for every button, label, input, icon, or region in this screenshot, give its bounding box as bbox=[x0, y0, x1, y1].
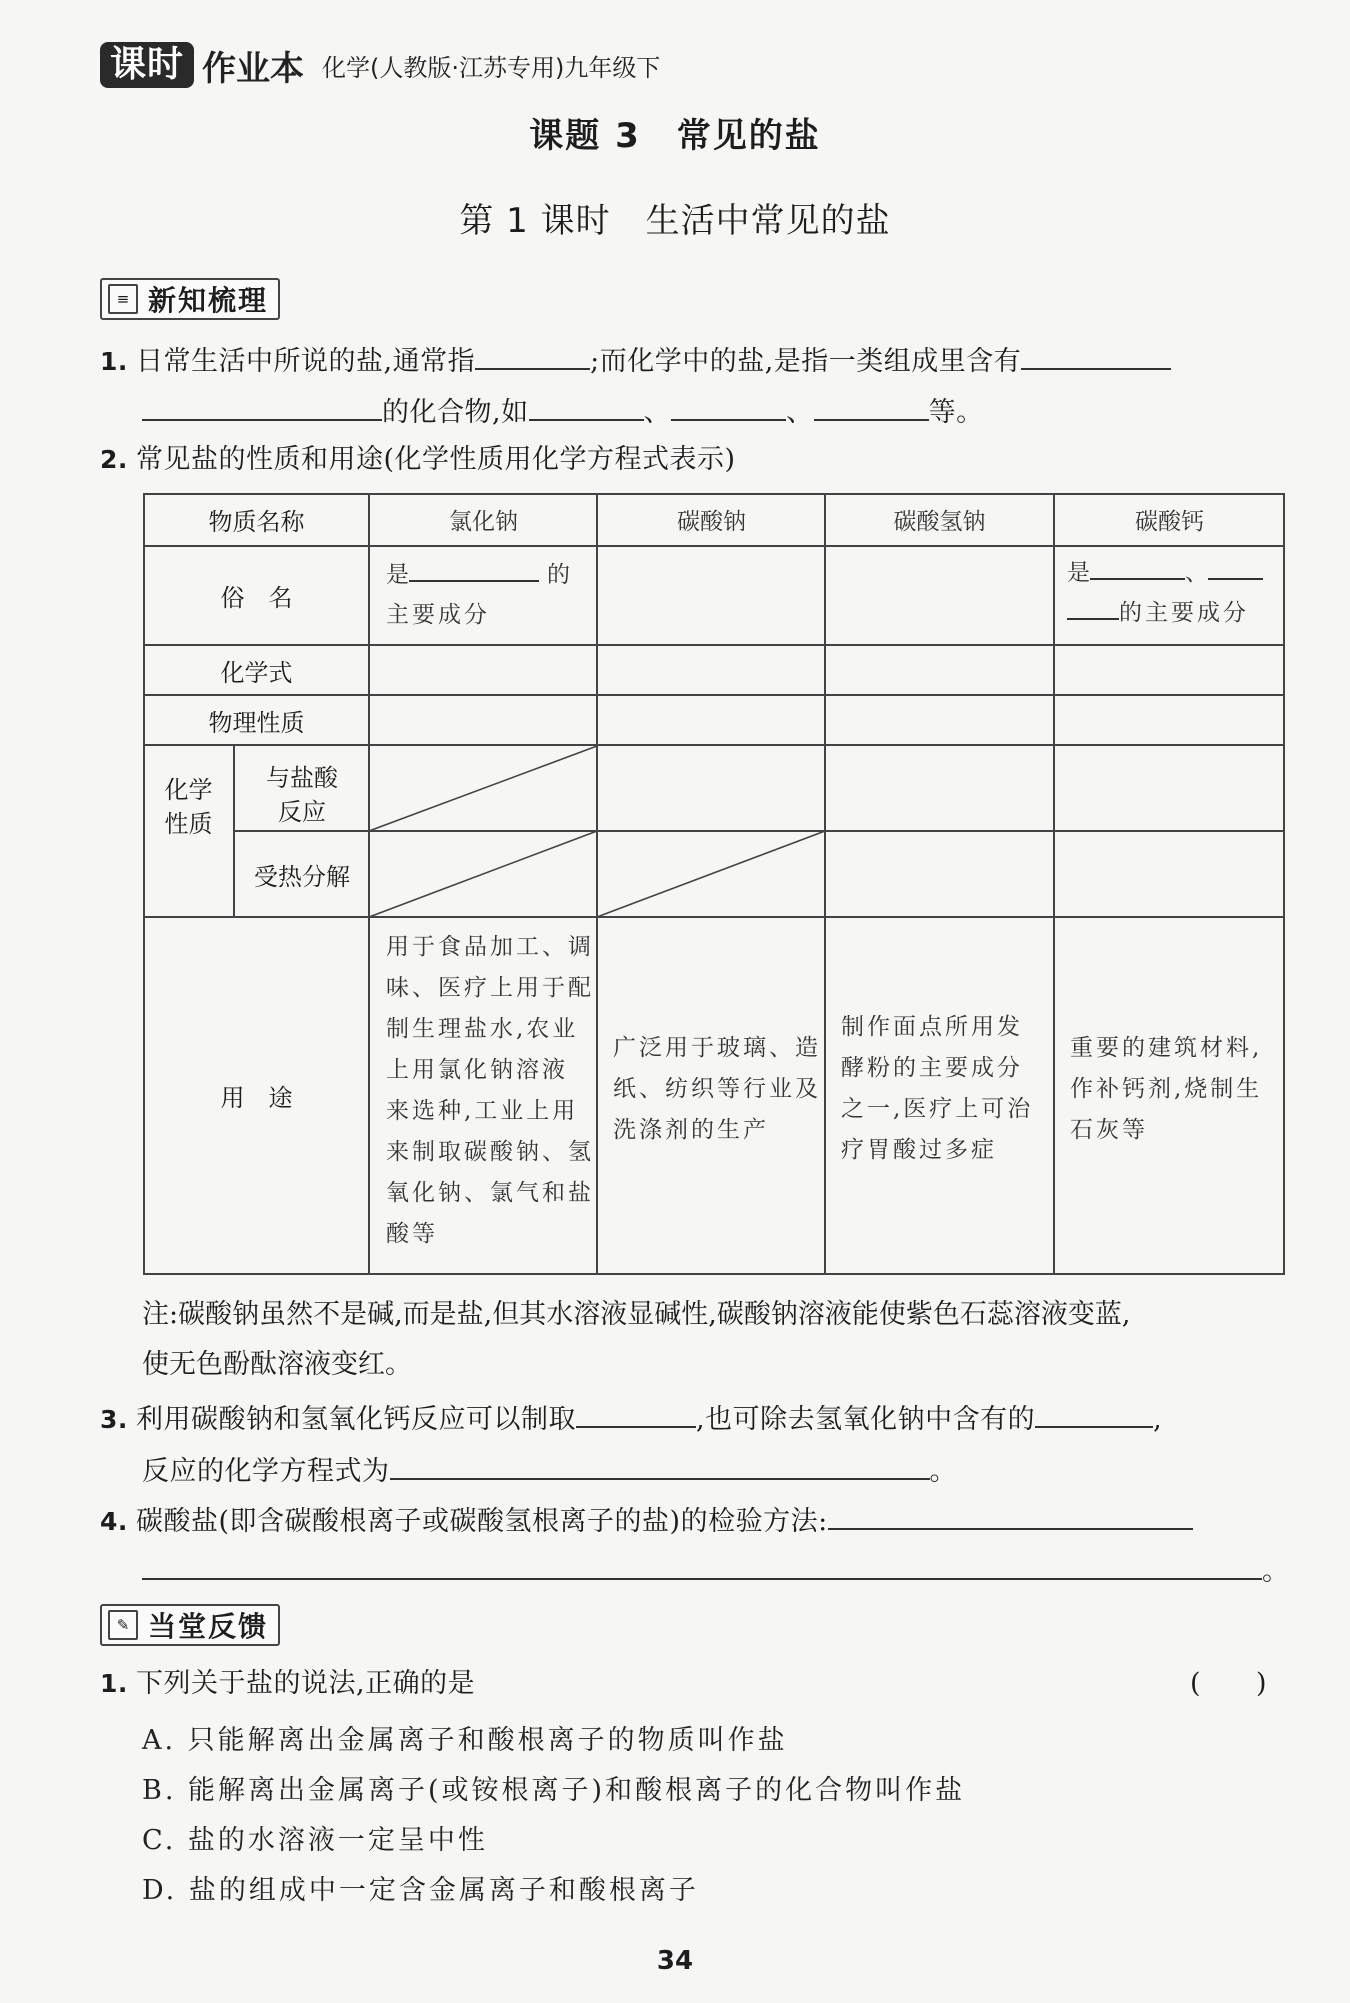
salts-properties-table bbox=[143, 493, 1285, 1275]
mc-question-1 bbox=[100, 1666, 475, 1702]
diagonal-slash bbox=[597, 831, 825, 917]
answer-blank[interactable] bbox=[529, 391, 644, 421]
question-4-line-1 bbox=[100, 1500, 1193, 1540]
answer-blank[interactable] bbox=[1208, 556, 1263, 580]
question-4-line-2 bbox=[142, 1550, 1290, 1590]
cell-text: 酵粉的主要成分 bbox=[841, 1055, 1023, 1081]
row-label-text: 反应 bbox=[278, 798, 326, 826]
option-b[interactable]: B. 能解离出金属离子(或铵根离子)和酸根离子的化合物叫作盐 bbox=[142, 1775, 966, 1806]
question-number: 4. bbox=[100, 1507, 128, 1536]
answer-blank[interactable] bbox=[475, 340, 590, 370]
question-text: 。 bbox=[929, 1456, 957, 1487]
cell-text: 石灰等 bbox=[1070, 1117, 1148, 1143]
brand-name: 作业本 bbox=[202, 48, 305, 89]
page-number: 34 bbox=[656, 1946, 694, 1976]
cell-text: 是 bbox=[386, 562, 409, 588]
answer-blank[interactable] bbox=[828, 1500, 1193, 1530]
header-cell-na2co3: 碳酸钠 bbox=[677, 509, 746, 535]
section-tag-new-knowledge bbox=[100, 278, 280, 320]
question-text: ;而化学中的盐,是指一类组成里含有 bbox=[590, 346, 1022, 377]
answer-blank[interactable] bbox=[390, 1450, 930, 1480]
option-a[interactable]: A. 只能解离出金属离子和酸根离子的物质叫作盐 bbox=[142, 1725, 788, 1756]
note-line: 使无色酚酞溶液变红。 bbox=[142, 1349, 412, 1380]
cell-text: 是 bbox=[1067, 560, 1090, 586]
question-1-line-2 bbox=[142, 391, 984, 431]
cell-text: 氧化钠、氯气和盐 bbox=[386, 1180, 594, 1206]
topic-title: 课题 3 常见的盐 bbox=[529, 116, 821, 156]
cell-text: 制作面点所用发 bbox=[841, 1014, 1023, 1040]
cell-text: 洗涤剂的生产 bbox=[613, 1117, 769, 1143]
row-label-formula: 化学式 bbox=[220, 658, 293, 687]
separator: 、 bbox=[786, 397, 814, 428]
question-text: 日常生活中所说的盐,通常指 bbox=[136, 346, 476, 377]
question-text: 。 bbox=[1262, 1556, 1290, 1587]
header-cell-name: 物质名称 bbox=[208, 508, 305, 536]
cell-text: 用于食品加工、调 bbox=[386, 934, 594, 960]
answer-blank[interactable] bbox=[1021, 340, 1171, 370]
header-cell-caco3: 碳酸钙 bbox=[1135, 509, 1204, 535]
question-number: 1. bbox=[100, 1669, 128, 1698]
diagonal-slash bbox=[369, 746, 597, 831]
cell-text: 酸等 bbox=[386, 1221, 438, 1247]
use-nacl-cell bbox=[386, 927, 596, 1255]
question-text: 等。 bbox=[928, 397, 984, 428]
header-cell-nacl: 氯化钠 bbox=[449, 509, 518, 535]
answer-blank[interactable] bbox=[409, 558, 539, 582]
question-text: ,也可除去氢氧化钠中含有的 bbox=[696, 1404, 1036, 1435]
separator: 、 bbox=[643, 397, 672, 428]
cell-text: 主要成分 bbox=[386, 602, 490, 628]
question-text: 利用碳酸钠和氢氧化钙反应可以制取 bbox=[136, 1404, 576, 1435]
row-label-chemical bbox=[143, 773, 234, 841]
cell-text: 重要的建筑材料, bbox=[1070, 1035, 1263, 1061]
question-text: 常见盐的性质和用途(化学性质用化学方程式表示) bbox=[136, 444, 736, 475]
cell-text: 来选种,工业上用 bbox=[386, 1098, 579, 1124]
question-3-line-2 bbox=[142, 1450, 957, 1490]
use-nahco3-cell bbox=[841, 1007, 1051, 1171]
question-text: 下列关于盐的说法,正确的是 bbox=[136, 1668, 476, 1699]
option-c[interactable]: C. 盐的水溶液一定呈中性 bbox=[142, 1825, 488, 1856]
page-header bbox=[100, 40, 660, 90]
subject-label: 化学(人教版·江苏专用)九年级下 bbox=[322, 53, 661, 82]
question-number: 1. bbox=[100, 347, 128, 376]
row-label-use: 用 途 bbox=[220, 1084, 293, 1112]
cell-text: 疗胃酸过多症 bbox=[841, 1137, 997, 1163]
cell-text: 纸、纺织等行业及 bbox=[613, 1076, 821, 1102]
answer-blank[interactable] bbox=[576, 1398, 696, 1428]
answer-blank[interactable] bbox=[142, 391, 382, 421]
question-text: 碳酸盐(即含碳酸根离子或碳酸氢根离子的盐)的检验方法: bbox=[136, 1506, 828, 1537]
section-tag-feedback bbox=[100, 1604, 280, 1646]
section-label: 当堂反馈 bbox=[148, 1610, 269, 1643]
nacl-common-name-cell bbox=[386, 555, 586, 635]
note bbox=[142, 1290, 1130, 1390]
book-icon: ≡ bbox=[108, 284, 138, 314]
answer-paren[interactable]: ( ) bbox=[1190, 1668, 1268, 1699]
table-grid-line bbox=[1053, 493, 1055, 1275]
table-border bbox=[1283, 493, 1285, 1275]
pencil-icon: ✎ bbox=[108, 1610, 138, 1640]
question-text: 的化合物,如 bbox=[382, 397, 529, 428]
cell-text: 之一,医疗上可治 bbox=[841, 1096, 1034, 1122]
brand-logo: 课时 bbox=[100, 42, 194, 88]
question-number: 3. bbox=[100, 1405, 128, 1434]
row-label-hcl bbox=[234, 761, 370, 829]
cell-text: 来制取碳酸钠、氢 bbox=[386, 1139, 594, 1165]
row-label-physical: 物理性质 bbox=[208, 708, 305, 737]
answer-blank[interactable] bbox=[1067, 596, 1119, 620]
cell-text: 作补钙剂,烧制生 bbox=[1070, 1076, 1263, 1102]
question-2 bbox=[100, 442, 736, 478]
question-text: , bbox=[1153, 1404, 1163, 1435]
caco3-common-name-cell bbox=[1067, 553, 1277, 633]
cell-text: 、 bbox=[1185, 560, 1208, 586]
diagonal-slash bbox=[369, 831, 597, 917]
cell-text: 味、医疗上用于配 bbox=[386, 975, 594, 1001]
lesson-title: 第 1 课时 生活中常见的盐 bbox=[459, 201, 891, 241]
question-1-line-1 bbox=[100, 340, 1171, 380]
cell-text: 上用氯化钠溶液 bbox=[386, 1057, 568, 1083]
use-caco3-cell bbox=[1070, 1028, 1282, 1151]
option-d[interactable]: D. 盐的组成中一定含金属离子和酸根离子 bbox=[142, 1875, 699, 1906]
answer-blank[interactable] bbox=[142, 1550, 1262, 1580]
header-cell-nahco3: 碳酸氢钠 bbox=[893, 509, 986, 535]
row-label-text: 与盐酸 bbox=[266, 764, 338, 792]
use-na2co3-cell bbox=[613, 1028, 823, 1151]
cell-text: 的 bbox=[547, 562, 570, 588]
cell-text: 的主要成分 bbox=[1119, 600, 1249, 626]
question-text: 反应的化学方程式为 bbox=[142, 1456, 390, 1487]
answer-blank[interactable] bbox=[1090, 556, 1185, 580]
row-label-text: 化学 性质 bbox=[164, 776, 213, 838]
section-label: 新知梳理 bbox=[148, 284, 269, 317]
question-3-line-1 bbox=[100, 1398, 1162, 1438]
answer-blank[interactable] bbox=[671, 391, 786, 421]
answer-blank[interactable] bbox=[814, 391, 929, 421]
cell-text: 制生理盐水,农业 bbox=[386, 1016, 579, 1042]
cell-text: 广泛用于玻璃、造 bbox=[613, 1035, 821, 1061]
note-line: 注:碳酸钠虽然不是碱,而是盐,但其水溶液显碱性,碳酸钠溶液能使紫色石蕊溶液变蓝, bbox=[142, 1299, 1131, 1330]
row-label-heat: 受热分解 bbox=[254, 862, 350, 891]
row-label-common-name: 俗 名 bbox=[220, 584, 293, 612]
question-number: 2. bbox=[100, 445, 128, 474]
answer-blank[interactable] bbox=[1035, 1398, 1153, 1428]
